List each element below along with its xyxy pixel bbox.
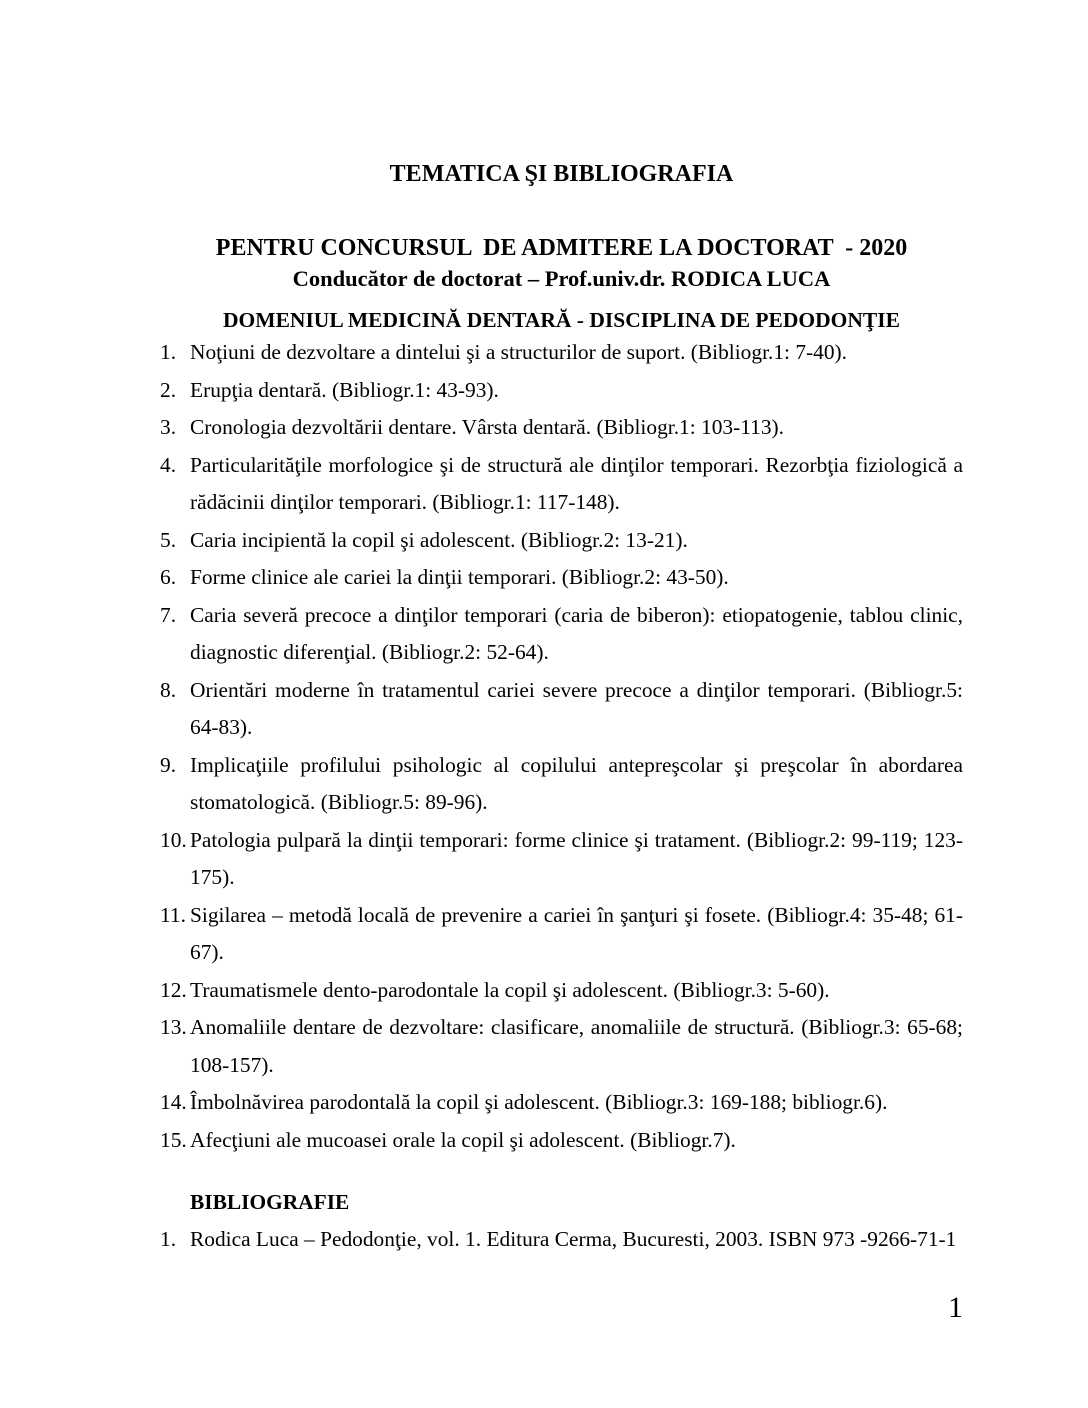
topic-text: Implicaţiile profilului psihologic al copilului antepreşcolar şi preşcolar în abordarea stomatologică. (Bibliogr.5: 89-96).: [190, 752, 963, 814]
topic-item: [160, 522, 963, 560]
topic-number: 9.: [160, 752, 177, 777]
topic-number: 3.: [160, 415, 177, 439]
topic-item: [160, 897, 963, 972]
topic-item: [160, 672, 963, 747]
topic-text: Sigilarea – metodă locală de prevenire a cariei în şanţuri şi fosete. (Bibliogr.4: 35-48; 61-67).: [190, 902, 963, 964]
topic-item: [160, 597, 963, 672]
topic-item: [160, 1122, 963, 1160]
topic-text: Traumatismele dento-parodontale la copil şi adolescent. (Bibliogr.3: 5-60).: [190, 977, 830, 1002]
topic-text: Anomaliile dentare de dezvoltare: clasificare, anomaliile de structură. (Bibliogr.3: 65-68; 108-157).: [190, 1015, 963, 1077]
topic-item: [160, 1084, 963, 1122]
topic-text: Patologia pulpară la dinţii temporari: forme clinice şi tratament. (Bibliogr.2: 99-119; 123-175).: [190, 827, 963, 889]
topic-number: 5.: [160, 527, 177, 552]
topic-number: 4.: [160, 452, 177, 477]
topic-text: Particularităţile morfologice şi de structură ale dinţilor temporari. Rezorbţia fiziologică a rădăcinii dinţilor temporari. (Bibliogr.1: 117-148).: [190, 452, 963, 514]
topic-item: [160, 822, 963, 897]
topic-number: 1.: [160, 340, 177, 364]
topic-number: 15.: [160, 1127, 187, 1152]
topic-text: Noţiuni de dezvoltare a dintelui şi a structurilor de suport. (Bibliogr.1: 7-40).: [190, 340, 848, 364]
title-line-2: PENTRU CONCURSUL DE ADMITERE LA DOCTORAT - 2020: [215, 234, 908, 261]
bibliography-heading: BIBLIOGRAFIE: [190, 1190, 350, 1214]
topic-item: [160, 1009, 963, 1084]
topic-text: Caria incipientă la copil şi adolescent. (Bibliogr.2: 13-21).: [190, 527, 688, 552]
topic-number: 14.: [160, 1090, 187, 1114]
page-number: 1: [948, 1291, 963, 1324]
topic-number: 6.: [160, 565, 177, 589]
title-line-1: TEMATICA ŞI BIBLIOGRAFIA: [389, 161, 734, 187]
topic-text: Afecţiuni ale mucoasei orale la copil şi adolescent. (Bibliogr.7).: [190, 1127, 736, 1152]
topic-text: Caria severă precoce a dinţilor temporari (caria de biberon): etiopatogenie, tablou clinic, diagnostic diferenţial. (Bibliogr.2: 52-64).: [190, 602, 963, 664]
bibliography-list: [160, 1221, 963, 1259]
topic-number: 10.: [160, 827, 187, 852]
topic-item: [160, 447, 963, 522]
topic-item: [160, 409, 963, 447]
topic-number: 11.: [160, 902, 186, 927]
bibliography-text: Rodica Luca – Pedodonţie, vol. 1. Editura Cerma, Bucuresti, 2003. ISBN 973 -9266-71-1: [190, 1227, 957, 1251]
topic-number: 13.: [160, 1015, 187, 1039]
topic-text: Îmbolnăvirea parodontală la copil şi adolescent. (Bibliogr.3: 169-188; bibliogr.6).: [190, 1090, 888, 1114]
bibliography-item: [160, 1221, 963, 1259]
topic-number: 12.: [160, 977, 187, 1002]
topics-list: [160, 334, 963, 1159]
topic-item: [160, 559, 963, 597]
topic-item: [160, 334, 963, 372]
topic-item: [160, 372, 963, 410]
topic-text: Forme clinice ale cariei la dinţii temporari. (Bibliogr.2: 43-50).: [190, 565, 729, 589]
topic-item: [160, 747, 963, 822]
topic-item: [160, 972, 963, 1010]
topic-number: 2.: [160, 377, 177, 402]
topic-number: 7.: [160, 602, 177, 627]
topic-text: Cronologia dezvoltării dentare. Vârsta dentară. (Bibliogr.1: 103-113).: [190, 415, 785, 439]
title-line-3: DOMENIUL MEDICINĂ DENTARĂ - DISCIPLINA DE PEDODONŢIE: [223, 308, 900, 332]
supervisor-line: Conducător de doctorat – Prof.univ.dr. RODICA LUCA: [292, 266, 831, 291]
topic-number: 8.: [160, 677, 177, 702]
topic-text: Erupţia dentară. (Bibliogr.1: 43-93).: [190, 377, 499, 402]
topic-text: Orientări moderne în tratamentul cariei severe precoce a dinţilor temporari. (Bibliogr.5: 64-83).: [190, 677, 963, 739]
bibliography-number: 1.: [160, 1227, 177, 1251]
